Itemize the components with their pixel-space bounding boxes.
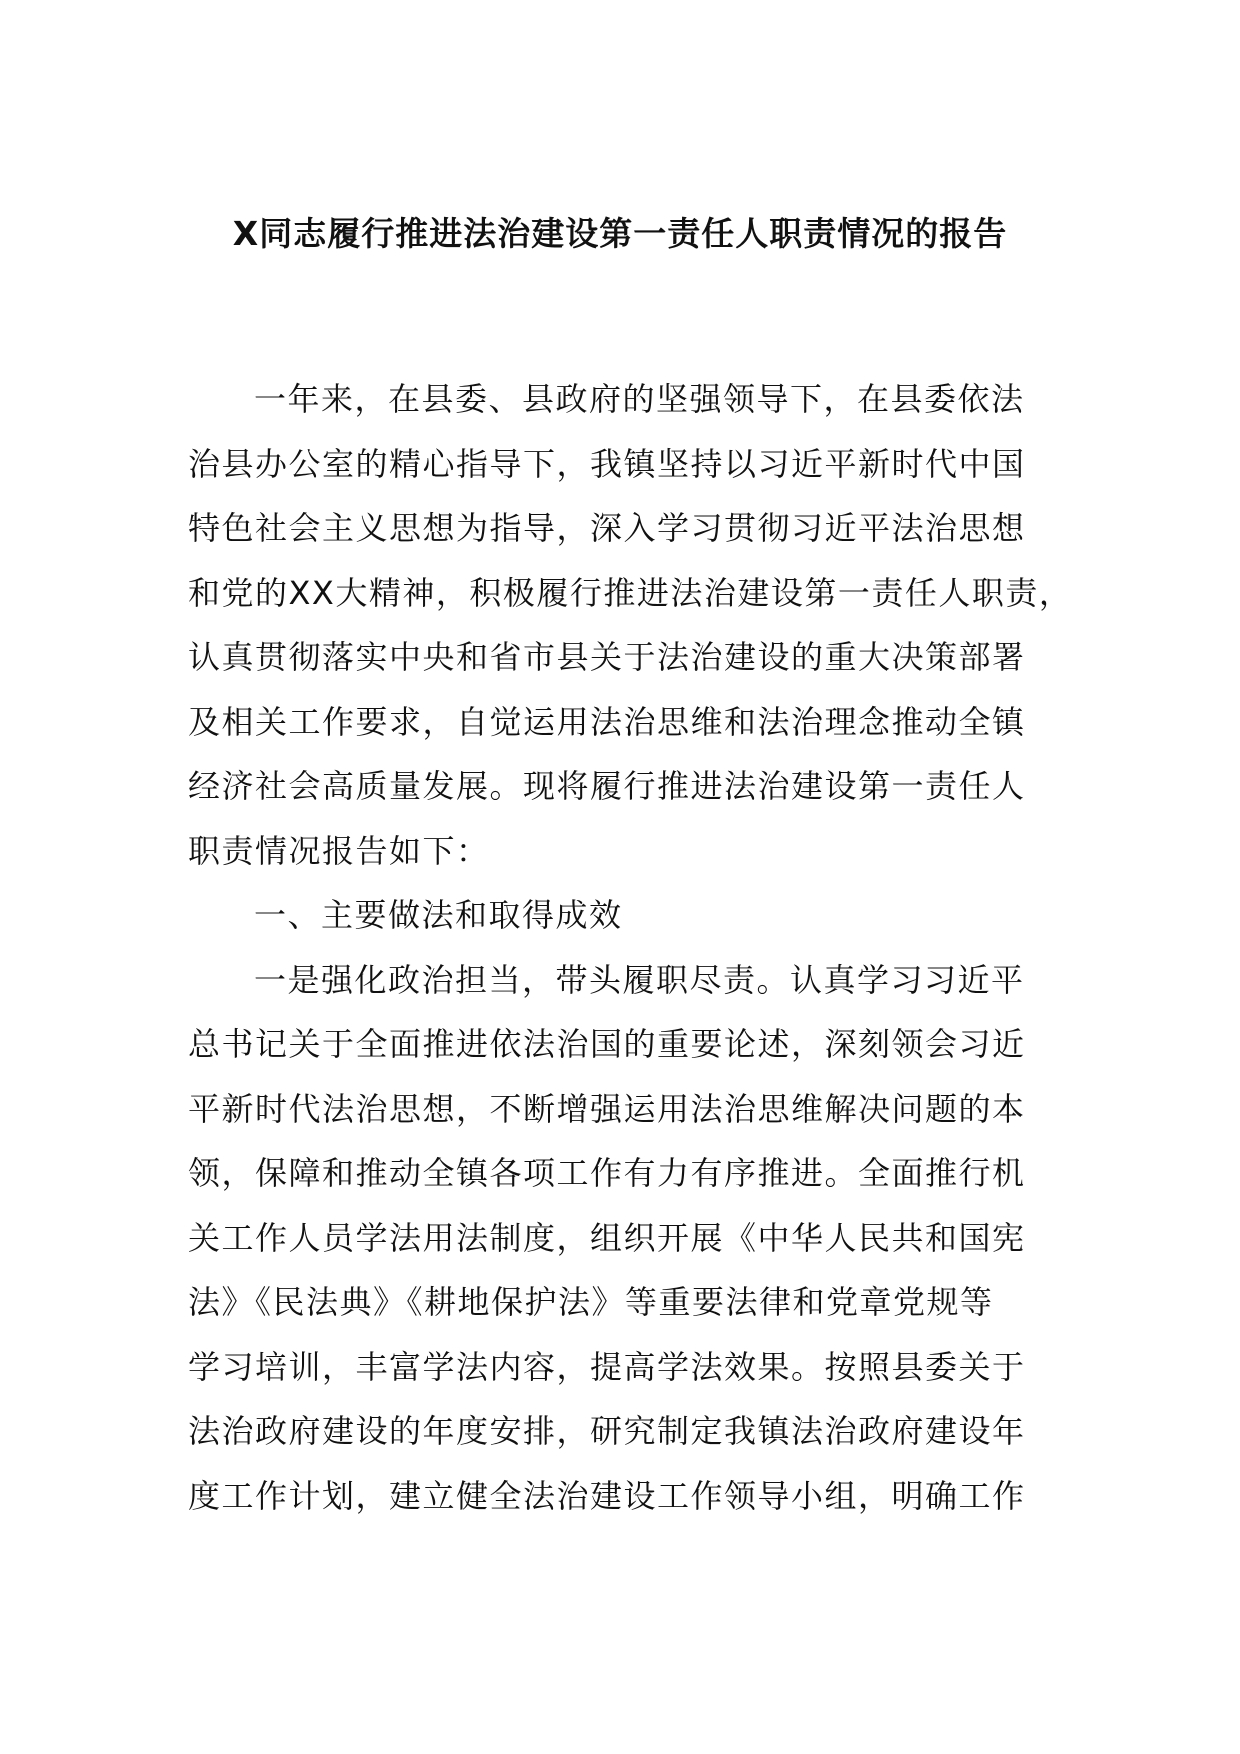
paragraph-line: 总书记关于全面推进依法治国的重要论述，深刻领会习近: [188, 1025, 1026, 1063]
paragraph-line: 经济社会高质量发展。现将履行推进法治建设第一责任人: [188, 767, 1026, 805]
section-heading: 一、主要做法和取得成效: [254, 896, 623, 934]
paragraph-line: 度工作计划，建立健全法治建设工作领导小组，明确工作: [188, 1476, 1026, 1515]
paragraph-line: 职责情况报告如下：: [188, 831, 490, 870]
paragraph-line: 法》《民法典》《耕地保护法》等重要法律和党章党规等: [188, 1283, 994, 1321]
paragraph-line: 关工作人员学法用法制度，组织开展《中华人民共和国宪: [188, 1218, 1026, 1257]
paragraph-line: 认真贯彻落实中央和省市县关于法治建设的重大决策部署: [188, 638, 1026, 676]
paragraph-line: 及相关工作要求，自觉运用法治思维和法治理念推动全镇: [188, 702, 1026, 741]
paragraph-line: 和党的XX大精神，积极履行推进法治建设第一责任人职责，: [188, 573, 1073, 612]
paragraph-line: 特色社会主义思想为指导，深入学习贯彻习近平法治思想: [188, 509, 1026, 547]
paragraph-line: 一是强化政治担当，带头履职尽责。认真学习习近平: [254, 960, 1025, 999]
paragraph-line: 学习培训，丰富学法内容，提高学法效果。按照县委关于: [188, 1347, 1026, 1386]
paragraph-line: 领，保障和推动全镇各项工作有力有序推进。全面推行机: [188, 1154, 1026, 1192]
document-body: [188, 367, 1073, 1528]
paragraph-line: 治县办公室的精心指导下，我镇坚持以习近平新时代中国: [188, 444, 1026, 483]
paragraph-line: 法治政府建设的年度安排，研究制定我镇法治政府建设年: [188, 1412, 1026, 1450]
paragraph-line: 平新时代法治思想，不断增强运用法治思维解决问题的本: [188, 1089, 1026, 1128]
document-title: X同志履行推进法治建设第一责任人职责情况的报告: [232, 214, 1008, 253]
paragraph-line: 一年来，在县委、县政府的坚强领导下，在县委依法: [254, 380, 1025, 418]
